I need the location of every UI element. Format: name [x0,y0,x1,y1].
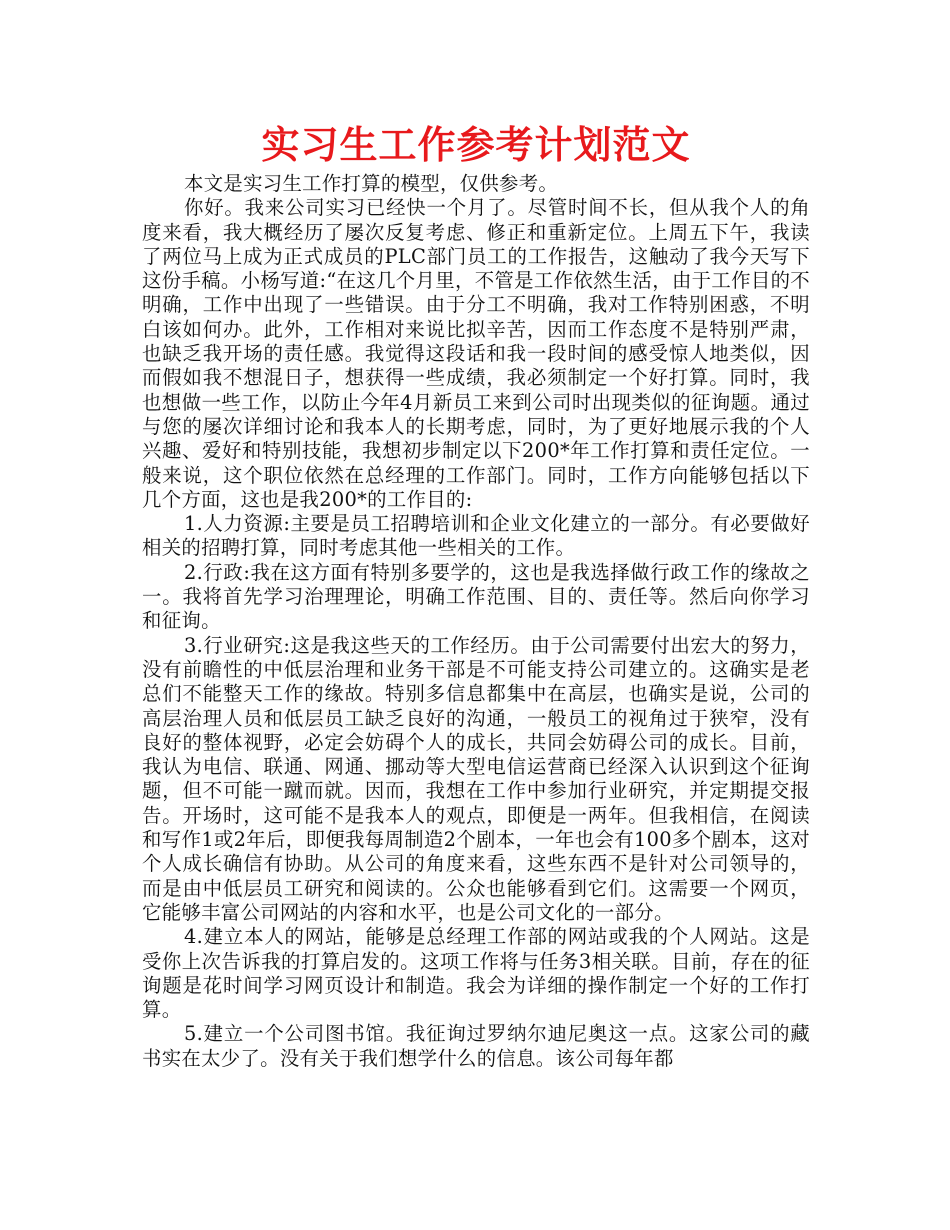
list-item-research: 3.行业研究:这是我这些天的工作经历。由于公司需要付出宏大的努力，没有前瞻性的中低层治理和业务干部是不可能支持公司建立的。这确实是老总们不能整天工作的缘故。特别多信息都集中在高层，也确实是说，公司的高层治理人员和低层员工缺乏良好的沟通，一般员工的视角过于狭窄，没有良好的整体视野，必定会妨碍个人的成长，共同会妨碍公司的成长。目前，我认为电信、联通、网通、挪动等大型电信运营商已经深入认识到这个征询题，但不可能一蹴而就。因而，我想在工作中参加行业研究，并定期提交报告。开场时，这可能不是我本人的观点，即便是一两年。但我相信，在阅读和写作1或2年后，即便我每周制造2个剧本，一年也会有100多个剧本，这对个人成长确信有协助。从公司的角度来看，这些东西不是针对公司领导的，而是由中低层员工研究和阅读的。公众也能够看到它们。这需要一个网页，它能够丰富公司网站的内容和水平，也是公司文化的一部分。 [142,633,810,924]
document-body [142,172,810,1071]
body-paragraph: 你好。我来公司实习已经快一个月了。尽管时间不长，但从我个人的角度来看，我大概经历了屡次反复考虑、修正和重新定位。上周五下午，我读了两位马上成为正式成员的PLC部门员工的工作报告，这触动了我今天写下这份手稿。小杨写道:“在这几个月里，不管是工作依然生活，由于工作目的不明确，工作中出现了一些错误。由于分工不明确，我对工作特别困惑，不明白该如何办。此外，工作相对来说比拟辛苦，因而工作态度不是特别严肃，也缺乏我开场的责任感。我觉得这段话和我一段时间的感受惊人地类似，因而假如我不想混日子，想获得一些成绩，我必须制定一个好打算。同时，我也想做一些工作，以防止今年4月新员工来到公司时出现类似的征询题。通过与您的屡次详细讨论和我本人的长期考虑，同时，为了更好地展示我的个人兴趣、爱好和特别技能，我想初步制定以下200*年工作打算和责任定位。一般来说，这个职位依然在总经理的工作部门。同时，工作方向能够包括以下几个方面，这也是我200*的工作目的: [142,196,810,511]
list-item-website: 4.建立本人的网站，能够是总经理工作部的网站或我的个人网站。这是受你上次告诉我的打算启发的。这项工作将与任务3相关联。目前，存在的征询题是花时间学习网页设计和制造。我会为详细的操作制定一个好的工作打算。 [142,925,810,1022]
list-item-hr: 1.人力资源:主要是员工招聘培训和企业文化建立的一部分。有必要做好相关的招聘打算，同时考虑其他一些相关的工作。 [142,512,810,560]
document-page [142,118,810,1071]
intro-paragraph: 本文是实习生工作打算的模型，仅供参考。 [184,172,559,195]
list-item-library: 5.建立一个公司图书馆。我征询过罗纳尔迪尼奥这一点。这家公司的藏书实在太少了。没有关于我们想学什么的信息。该公司每年都 [142,1022,810,1070]
document-title: 实习生工作参考计划范文 [261,123,691,167]
list-item-admin: 2.行政:我在这方面有特别多要学的，这也是我选择做行政工作的缘故之一。我将首先学习治理理论，明确工作范围、目的、责任等。然后向你学习和征询。 [142,560,810,633]
